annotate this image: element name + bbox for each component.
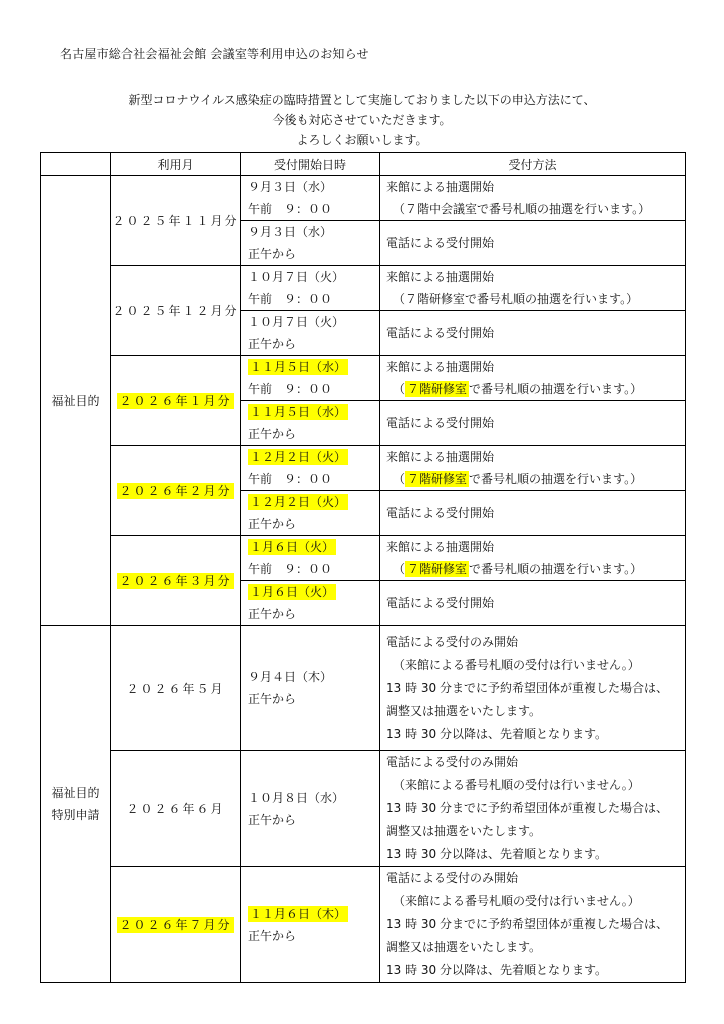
place-post: で番号札順の抽選を行います。）: [469, 382, 643, 396]
phone-method: 電話による受付開始: [380, 311, 686, 356]
time-text: 正午から: [248, 692, 297, 706]
method-line: 調整又は抽選をいたします。: [386, 940, 542, 954]
phone-datetime: [241, 867, 380, 983]
header-category: [41, 153, 111, 176]
special-method: [380, 626, 686, 751]
time-text: 正午から: [248, 427, 297, 441]
place-post: で番号札順の抽選を行います。）: [469, 472, 643, 486]
lottery-datetime: [241, 446, 380, 491]
category-line: 福祉目的: [51, 786, 100, 800]
usage-month-text: ２０２６年３月分: [119, 574, 232, 588]
place-post: で番号札順の抽選を行います。）: [469, 562, 643, 576]
intro-line: よろしくお願いします。: [296, 133, 428, 147]
table-row: [41, 751, 686, 867]
date-text: １月６日（火）: [250, 540, 335, 554]
usage-month: [111, 176, 241, 266]
category-special: [41, 626, 111, 983]
time-text: 午前 ９：００: [248, 472, 333, 486]
header-datetime: 受付開始日時: [241, 153, 380, 176]
phone-method: 電話による受付開始: [380, 221, 686, 266]
table-row: [41, 356, 686, 401]
page-title: 名古屋市総合社会福祉会館 会議室等利用申込のお知らせ: [60, 47, 369, 61]
date-text: ９月３日（水）: [248, 180, 333, 194]
room-name: ７階研修室: [407, 472, 468, 486]
method-line: 電話による受付のみ開始: [386, 755, 519, 769]
usage-month: [111, 266, 241, 356]
method-text: 来館による抽選開始: [386, 540, 495, 554]
phone-datetime: [241, 751, 380, 867]
lottery-datetime: [241, 176, 380, 221]
usage-month: [111, 751, 241, 867]
usage-month: [111, 626, 241, 751]
method-line: （来館による番号札順の受付は行いません。）: [393, 894, 640, 908]
usage-month: [111, 446, 241, 536]
usage-month-text: ２０２６年６月: [126, 802, 225, 816]
intro-line: 今後も対応させていただきます。: [272, 113, 452, 127]
special-method: [380, 867, 686, 983]
date-text: １１月６日（木）: [250, 906, 347, 921]
lottery-datetime: [241, 266, 380, 311]
time-text: 正午から: [248, 247, 297, 261]
phone-method: 電話による受付開始: [380, 401, 686, 446]
special-method: [380, 751, 686, 867]
method-line: （来館による番号札順の受付は行いません。）: [393, 778, 640, 792]
date-text: １月６日（火）: [250, 585, 335, 599]
lottery-method: [380, 536, 686, 581]
category-line: 特別申請: [51, 808, 100, 822]
method-text: 来館による抽選開始: [386, 450, 495, 464]
method-line: 13 時 30 分以降は、先着順となります。: [386, 963, 608, 977]
intro-text: [40, 90, 684, 150]
date-text: １１月５日（水）: [250, 360, 347, 374]
phone-datetime: [241, 221, 380, 266]
usage-month-text: ２０２６年２月分: [119, 484, 232, 498]
phone-datetime: [241, 491, 380, 536]
time-text: 正午から: [248, 928, 297, 943]
lottery-datetime: [241, 356, 380, 401]
method-line: 調整又は抽選をいたします。: [386, 824, 542, 838]
table-row: [41, 266, 686, 311]
lottery-method: [380, 356, 686, 401]
date-text: １２月２日（火）: [250, 450, 347, 464]
lottery-method: [380, 446, 686, 491]
place-post: で番号札順の抽選を行います。）: [477, 202, 651, 216]
time-text: 午前 ９：００: [248, 292, 333, 306]
method-line: 電話による受付のみ開始: [386, 634, 519, 649]
time-text: 正午から: [248, 517, 297, 531]
schedule-table: [40, 152, 686, 983]
date-text: １０月７日（火）: [248, 315, 345, 329]
table-row: [41, 446, 686, 491]
date-text: １２月２日（火）: [250, 495, 347, 509]
date-text: １０月７日（火）: [248, 270, 345, 284]
method-text: 来館による抽選開始: [386, 270, 495, 284]
usage-month: [111, 356, 241, 446]
lottery-datetime: [241, 536, 380, 581]
method-line: 調整又は抽選をいたします。: [386, 703, 542, 718]
method-text: 来館による抽選開始: [386, 180, 495, 194]
method-line: 13 時 30 分までに予約希望団体が重複した場合は、: [386, 801, 668, 815]
lottery-method: [380, 266, 686, 311]
usage-month: [111, 536, 241, 626]
phone-datetime: [241, 401, 380, 446]
table-row: [41, 536, 686, 581]
place-pre: （: [393, 472, 406, 486]
table-row: [41, 867, 686, 983]
date-text: ９月３日（水）: [248, 225, 333, 239]
method-text: 来館による抽選開始: [386, 360, 495, 374]
method-line: 13 時 30 分以降は、先着順となります。: [386, 847, 608, 861]
place-post: で番号札順の抽選を行います。）: [465, 292, 639, 306]
date-text: ９月４日（木）: [248, 670, 333, 684]
table-row: [41, 176, 686, 221]
time-text: 正午から: [248, 607, 297, 621]
usage-month-text: ２０２６年５月: [126, 681, 225, 696]
place-pre: （: [393, 292, 406, 306]
room-name: ７階研修室: [405, 292, 466, 306]
method-line: （来館による番号札順の受付は行いません。）: [393, 657, 640, 672]
lottery-method: [380, 176, 686, 221]
method-line: 13 時 30 分までに予約希望団体が重複した場合は、: [386, 680, 668, 695]
usage-month-text: ２０２５年１１月分: [112, 214, 239, 228]
usage-month: [111, 867, 241, 983]
method-line: 電話による受付のみ開始: [386, 871, 519, 885]
room-name: ７階中会議室: [405, 202, 478, 216]
category-welfare: 福祉目的: [41, 176, 111, 626]
method-line: 13 時 30 分以降は、先着順となります。: [386, 726, 608, 741]
time-text: 午前 ９：００: [248, 382, 333, 396]
place-pre: （: [393, 202, 406, 216]
phone-datetime: [241, 626, 380, 751]
method-line: 13 時 30 分までに予約希望団体が重複した場合は、: [386, 917, 668, 931]
time-text: 正午から: [248, 812, 297, 827]
intro-line: 新型コロナウイルス感染症の臨時措置として実施しておりました以下の申込方法にて、: [128, 93, 596, 107]
table-row: [41, 626, 686, 751]
header-month: 利用月: [111, 153, 241, 176]
usage-month-text: ２０２６年１月分: [119, 394, 232, 408]
date-text: １１月５日（水）: [250, 405, 347, 419]
place-pre: （: [393, 562, 406, 576]
time-text: 正午から: [248, 337, 297, 351]
phone-datetime: [241, 581, 380, 626]
header-method: 受付方法: [380, 153, 686, 176]
time-text: 午前 ９：００: [248, 562, 333, 576]
phone-method: 電話による受付開始: [380, 581, 686, 626]
room-name: ７階研修室: [407, 382, 468, 396]
usage-month-text: ２０２５年１２月分: [112, 304, 239, 318]
phone-method: 電話による受付開始: [380, 491, 686, 536]
place-pre: （: [393, 382, 406, 396]
phone-datetime: [241, 311, 380, 356]
room-name: ７階研修室: [407, 562, 468, 576]
usage-month-text: ２０２６年７月分: [119, 918, 232, 932]
table-header-row: [41, 153, 686, 176]
date-text: １０月８日（水）: [248, 790, 345, 805]
time-text: 午前 ９：００: [248, 202, 333, 216]
